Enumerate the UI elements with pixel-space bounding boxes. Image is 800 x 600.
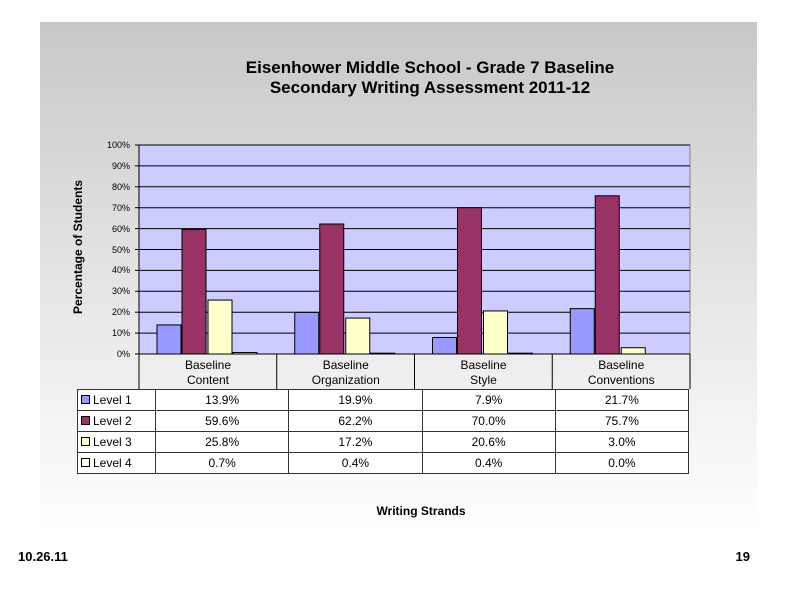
- slide-date: 10.26.11: [18, 549, 68, 564]
- bar-level-2: [458, 208, 482, 354]
- data-label: 17.2%: [289, 432, 422, 453]
- table-row: [78, 432, 689, 453]
- bar-level-4: [233, 353, 257, 354]
- legend-label: Level 3: [93, 435, 132, 449]
- bar-level-3: [484, 311, 508, 354]
- data-label: 59.6%: [156, 411, 289, 432]
- bar-level-2: [595, 196, 619, 354]
- y-tick-label: 10%: [111, 328, 130, 339]
- y-tick-label: 80%: [111, 181, 130, 192]
- x-category-label-line2: Content: [186, 373, 230, 387]
- data-label: 13.9%: [156, 390, 289, 411]
- legend-label: Level 2: [93, 414, 132, 428]
- x-category-label-line1: Baseline: [184, 358, 232, 372]
- data-table: [77, 389, 689, 474]
- table-row: [78, 453, 689, 474]
- data-label: 0.4%: [289, 453, 422, 474]
- data-label: 0.0%: [555, 453, 688, 474]
- x-category-label: [277, 358, 415, 388]
- bar-level-1: [570, 309, 594, 354]
- data-label: 75.7%: [555, 411, 688, 432]
- x-category-label: [415, 358, 553, 388]
- legend-key: [78, 453, 156, 474]
- x-category-label-line1: Baseline: [322, 358, 369, 372]
- y-axis-label: Percentage of Students: [71, 179, 85, 315]
- data-label: 0.7%: [156, 453, 289, 474]
- y-tick-label: 100%: [106, 140, 130, 150]
- data-label: 62.2%: [289, 411, 422, 432]
- y-tick-label: 70%: [111, 202, 130, 213]
- legend-key: [78, 411, 156, 432]
- y-tick-label: 20%: [111, 307, 130, 318]
- legend-label: Level 4: [93, 456, 132, 470]
- bar-level-2: [320, 224, 344, 354]
- table-row: [78, 390, 689, 411]
- y-tick-label: 50%: [111, 244, 130, 255]
- bar-level-3: [208, 300, 232, 354]
- legend-label: Level 1: [93, 393, 132, 407]
- bar-level-2: [182, 229, 206, 354]
- y-tick-label: 30%: [111, 286, 130, 297]
- y-tick-label: 0%: [116, 349, 130, 359]
- data-label: 0.4%: [422, 453, 555, 474]
- data-label: 3.0%: [555, 432, 688, 453]
- slide-number: 19: [735, 549, 750, 564]
- bar-level-4: [371, 353, 395, 354]
- data-label: 7.9%: [422, 390, 555, 411]
- x-category-label-line2: Organization: [311, 373, 380, 387]
- bar-level-4: [509, 353, 533, 354]
- data-label: 70.0%: [422, 411, 555, 432]
- bar-level-3: [621, 348, 645, 354]
- chart-title-line-2: Secondary Writing Assessment 2011-12: [269, 78, 591, 97]
- bar-level-1: [295, 312, 319, 354]
- legend-swatch: [81, 437, 90, 446]
- legend-key: [78, 432, 156, 453]
- data-label: 19.9%: [289, 390, 422, 411]
- x-category-label: [139, 358, 277, 388]
- table-row: [78, 411, 689, 432]
- data-label: 21.7%: [555, 390, 688, 411]
- x-category-label-line2: Style: [470, 373, 497, 387]
- legend-key: [78, 390, 156, 411]
- y-tick-label: 90%: [111, 160, 130, 171]
- legend-swatch: [81, 416, 90, 425]
- data-label: 20.6%: [422, 432, 555, 453]
- x-category-label-line1: Baseline: [460, 358, 507, 372]
- bar-level-3: [346, 318, 370, 354]
- bar-level-1: [433, 337, 457, 354]
- legend-swatch: [81, 395, 90, 404]
- y-tick-label: 60%: [111, 223, 130, 234]
- x-axis-label: Writing Strands: [376, 504, 466, 518]
- x-category-label: [552, 358, 690, 388]
- chart-title-line-1: Eisenhower Middle School - Grade 7 Baseline: [245, 58, 615, 77]
- data-label: 25.8%: [156, 432, 289, 453]
- bar-level-1: [157, 325, 181, 354]
- x-category-label-line2: Conventions: [587, 373, 655, 387]
- y-tick-label: 40%: [111, 265, 130, 276]
- x-category-label-line1: Baseline: [598, 358, 645, 372]
- legend-swatch: [81, 458, 90, 467]
